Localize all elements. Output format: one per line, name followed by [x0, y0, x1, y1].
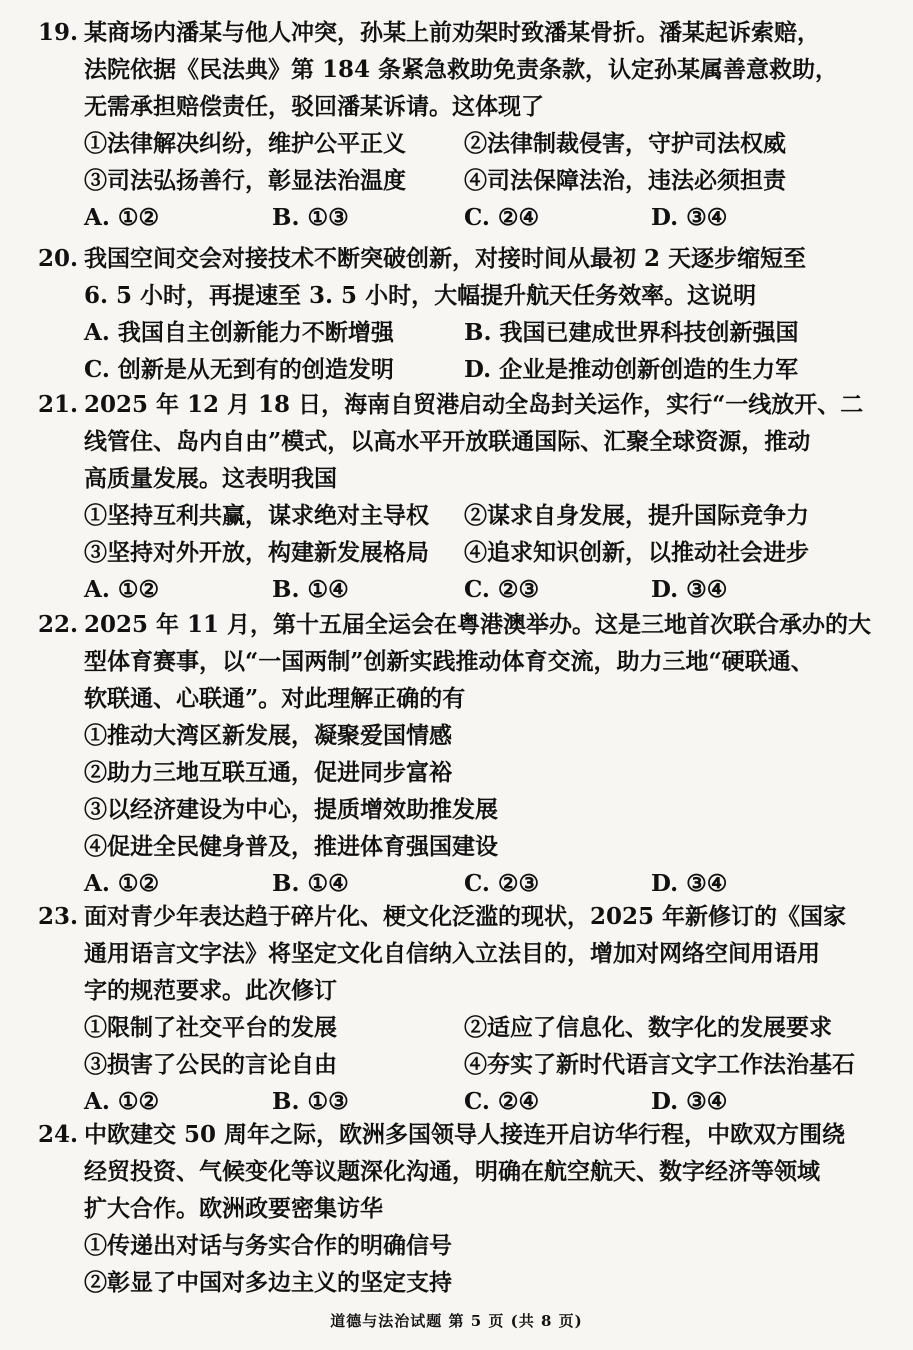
- option-4: ④司法保障法治，违法必须担责: [464, 167, 786, 194]
- choice-a: A. 我国自主创新能力不断增强: [84, 319, 394, 346]
- answer-choices: [84, 571, 878, 608]
- option-3: ③司法弘扬善行，彰显法治温度: [84, 167, 406, 194]
- question-number: 21.: [38, 391, 79, 418]
- option-4: ④促进全民健身普及，推进体育强国建设: [84, 833, 498, 860]
- question-number: 22.: [38, 611, 79, 638]
- option-row: [84, 125, 878, 162]
- choice-b: B. ①③: [272, 204, 349, 231]
- choice-a: A. ①②: [84, 576, 160, 603]
- option-row: [84, 1009, 878, 1046]
- choice-d: D. ③④: [651, 576, 728, 603]
- option-3: ③坚持对外开放，构建新发展格局: [84, 539, 429, 566]
- option-row: [84, 497, 878, 534]
- choice-a: A. ①②: [84, 204, 160, 231]
- question-stem: 2025 年 12 月 18 日，海南自贸港启动全岛封关运作，实行“一线放开、二 线管住、岛内自由”模式，以高水平开放联通国际、汇聚全球资源，推动 高质量发展。这表明我国: [84, 391, 864, 492]
- option-2: ②彰显了中国对多边主义的坚定支持: [84, 1269, 452, 1296]
- choice-c: C. ②③: [464, 576, 540, 603]
- choice-a: A. ①②: [84, 870, 160, 897]
- option-2: ②助力三地互联互通，促进同步富裕: [84, 759, 452, 786]
- option-1: ①坚持互利共赢，谋求绝对主导权: [84, 502, 429, 529]
- choice-c: C. ②④: [464, 204, 540, 231]
- answer-choices: [84, 865, 878, 902]
- choice-b: B. ①④: [272, 870, 349, 897]
- choice-c: C. ②④: [464, 1088, 540, 1115]
- option-1: ①传递出对话与务实合作的明确信号: [84, 1232, 452, 1259]
- choice-d: D. ③④: [651, 1088, 728, 1115]
- option-4: ④夯实了新时代语言文字工作法治基石: [464, 1051, 855, 1078]
- option-3: ③损害了公民的言论自由: [84, 1051, 337, 1078]
- question-21: [38, 386, 878, 608]
- question-number: 23.: [38, 903, 79, 930]
- question-19: [38, 14, 878, 236]
- question-number: 24.: [38, 1121, 79, 1148]
- choice-b: B. ①③: [272, 1088, 349, 1115]
- choice-d: D. 企业是推动创新创造的生力军: [464, 356, 799, 383]
- choice-c: C. 创新是从无到有的创造发明: [84, 356, 394, 383]
- question-stem: 某商场内潘某与他人冲突，孙某上前劝架时致潘某骨折。潘某起诉索赔， 法院依据《民法典》第 184 条紧急救助免责条款，认定孙某属善意救助， 无需承担赔偿责任，驳回潘某诉请。这体现了: [84, 19, 839, 120]
- option-4: ④追求知识创新，以推动社会进步: [464, 539, 809, 566]
- option-1: ①限制了社交平台的发展: [84, 1014, 337, 1041]
- choice-d: D. ③④: [651, 204, 728, 231]
- option-2: ②适应了信息化、数字化的发展要求: [464, 1014, 832, 1041]
- question-20: [38, 240, 878, 388]
- option-row: [84, 162, 878, 199]
- answer-choices: [84, 199, 878, 236]
- choice-c: C. ②③: [464, 870, 540, 897]
- option-row: [84, 534, 878, 571]
- question-stem: 中欧建交 50 周年之际，欧洲多国领导人接连开启访华行程，中欧双方围绕 经贸投资、气候变化等议题深化沟通，明确在航空航天、数字经济等领域 扩大合作。欧洲政要密集访华: [84, 1121, 846, 1222]
- option-2: ②法律制裁侵害，守护司法权威: [464, 130, 786, 157]
- option-2: ②谋求自身发展，提升国际竞争力: [464, 502, 809, 529]
- question-stem: 2025 年 11 月，第十五届全运会在粤港澳举办。这是三地首次联合承办的大 型体育赛事，以“一国两制”创新实践推动体育交流，助力三地“硬联通、 软联通、心联通”。对此理解正确的有: [84, 611, 872, 712]
- choice-b: B. 我国已建成世界科技创新强国: [464, 319, 799, 346]
- choice-b: B. ①④: [272, 576, 349, 603]
- question-stem: 面对青少年表达趋于碎片化、梗文化泛滥的现状，2025 年新修订的《国家 通用语言文字法》将坚定文化自信纳入立法目的，增加对网络空间用语用 字的规范要求。此次修订: [84, 903, 847, 1004]
- option-row: [84, 314, 878, 351]
- question-22: [38, 606, 878, 902]
- choice-a: A. ①②: [84, 1088, 160, 1115]
- page-footer: 道德与法治试题 第 5 页 (共 8 页): [330, 1312, 583, 1330]
- question-number: 19.: [38, 19, 79, 46]
- option-1: ①推动大湾区新发展，凝聚爱国情感: [84, 722, 452, 749]
- question-stem: 我国空间交会对接技术不断突破创新，对接时间从最初 2 天逐步缩短至 6. 5 小时，再提速至 3. 5 小时，大幅提升航天任务效率。这说明: [84, 245, 807, 309]
- option-1: ①法律解决纠纷，维护公平正义: [84, 130, 406, 157]
- question-23: [38, 898, 878, 1120]
- question-24: [38, 1116, 878, 1301]
- answer-choices: [84, 1083, 878, 1120]
- choice-d: D. ③④: [651, 870, 728, 897]
- question-number: 20.: [38, 245, 79, 272]
- option-row: [84, 351, 878, 388]
- option-3: ③以经济建设为中心，提质增效助推发展: [84, 796, 498, 823]
- option-row: [84, 1046, 878, 1083]
